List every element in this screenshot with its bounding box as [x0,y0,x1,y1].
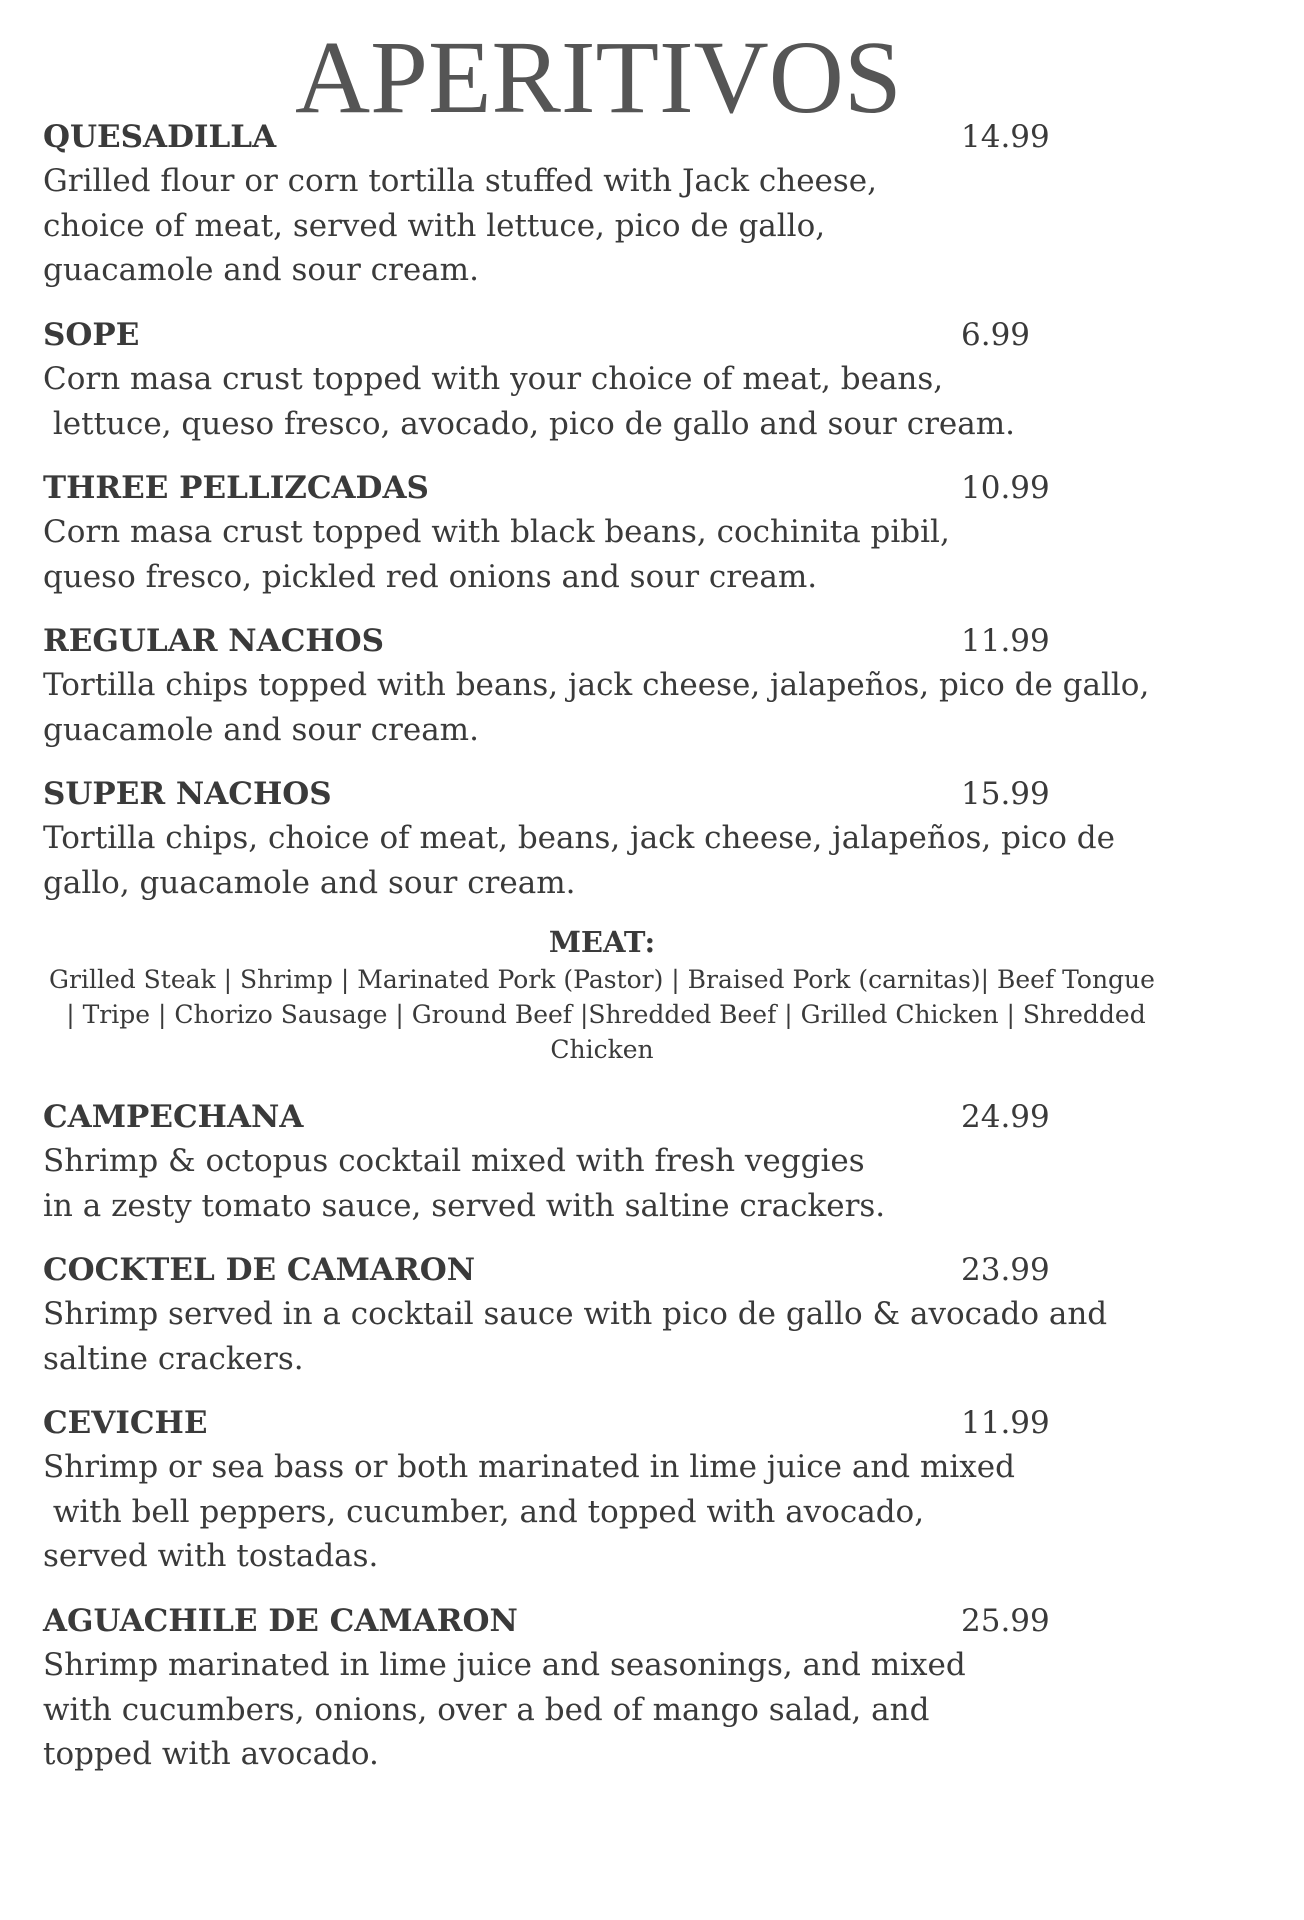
description-line: in a zesty tomato sauce, served with saltine crackers. [43,1187,886,1224]
menu-item-campechana [43,1095,1193,1228]
item-price: 11.99 [961,1405,1050,1441]
description-line: Grilled flour or corn tortilla stuffed with Jack cheese, [43,163,877,199]
menu-item-super-nachos [43,772,1193,905]
item-description [43,1643,1193,1777]
item-name: QUESADILLA [43,119,277,155]
menu-item-three-pellizcadas [43,466,1193,599]
item-price: 14.99 [961,119,1050,155]
description-line: with bell peppers, cucumber, and topped with avocado, [43,1493,925,1530]
meat-title: MEAT: [548,925,656,959]
menu-item-quesadilla [43,115,1193,293]
item-price: 6.99 [961,317,1031,353]
meat-list-line: | Tripe | Chorizo Sausage | Ground Beef |Shredded Beef | Grilled Chicken | Shredded [58,1000,1146,1029]
description-line: Shrimp served in a cocktail sauce with pico de gallo & avocado and [43,1296,1108,1332]
description-line: Shrimp marinated in lime juice and seasonings, and mixed [43,1647,966,1683]
page-title: APERITIVOS [295,20,902,135]
description-line: served with tostadas. [43,1538,379,1574]
description-line: saltine crackers. [43,1340,304,1377]
item-price: 23.99 [961,1252,1050,1288]
meat-options [40,922,1164,1067]
item-name: COCKTEL DE CAMARON [43,1252,476,1288]
description-line: Tortilla chips, choice of meat, beans, jack cheese, jalapeños, pico de [43,820,1115,856]
description-line: Corn masa crust topped with black beans, cochinita pibil, [43,514,950,550]
item-description [43,1292,1193,1381]
description-line: guacamole and sour cream. [43,711,479,748]
meat-list-line: Grilled Steak | Shrimp | Marinated Pork (Pastor) | Braised Pork (carnitas)| Beef Tongue [49,965,1155,994]
item-description [43,159,1193,293]
description-line: with cucumbers, onions, over a bed of mango salad, and [43,1691,930,1728]
item-price: 15.99 [961,776,1050,812]
item-price: 24.99 [961,1099,1050,1135]
description-line: gallo, guacamole and sour cream. [43,864,576,901]
menu-item-cocktel-de-camaron [43,1248,1193,1381]
menu-item-sope [43,313,1193,446]
item-price: 11.99 [961,623,1050,659]
description-line: topped with avocado. [43,1736,379,1772]
item-description [43,816,1193,905]
item-price: 25.99 [961,1603,1050,1639]
item-description [43,1445,1193,1579]
item-name: REGULAR NACHOS [43,623,385,659]
menu-item-aguachile-de-camaron [43,1599,1193,1777]
description-line: Shrimp or sea bass or both marinated in lime juice and mixed [43,1449,1015,1485]
menu-item-ceviche [43,1401,1193,1579]
item-description [43,357,1193,446]
item-description [43,1139,1193,1228]
description-line: Shrimp & octopus cocktail mixed with fresh veggies [43,1143,865,1179]
description-line: Tortilla chips topped with beans, jack cheese, jalapeños, pico de gallo, [43,667,1150,703]
description-line: Corn masa crust topped with your choice of meat, beans, [43,361,944,397]
meat-list-line: Chicken [550,1035,654,1064]
item-name: AGUACHILE DE CAMARON [43,1603,518,1639]
item-price: 10.99 [961,470,1050,506]
item-description [43,663,1193,752]
meat-list [40,962,1164,1067]
item-description [43,510,1193,599]
menu-item-regular-nachos [43,619,1193,752]
description-line: choice of meat, served with lettuce, pico de gallo, [43,207,826,244]
description-line: queso fresco, pickled red onions and sour cream. [43,558,818,595]
item-name: THREE PELLIZCADAS [43,470,429,506]
item-name: SUPER NACHOS [43,776,332,812]
description-line: guacamole and sour cream. [43,252,479,288]
item-name: CAMPECHANA [43,1099,304,1135]
item-name: CEVICHE [43,1405,208,1441]
description-line: lettuce, queso fresco, avocado, pico de gallo and sour cream. [43,405,1015,442]
item-name: SOPE [43,317,140,353]
